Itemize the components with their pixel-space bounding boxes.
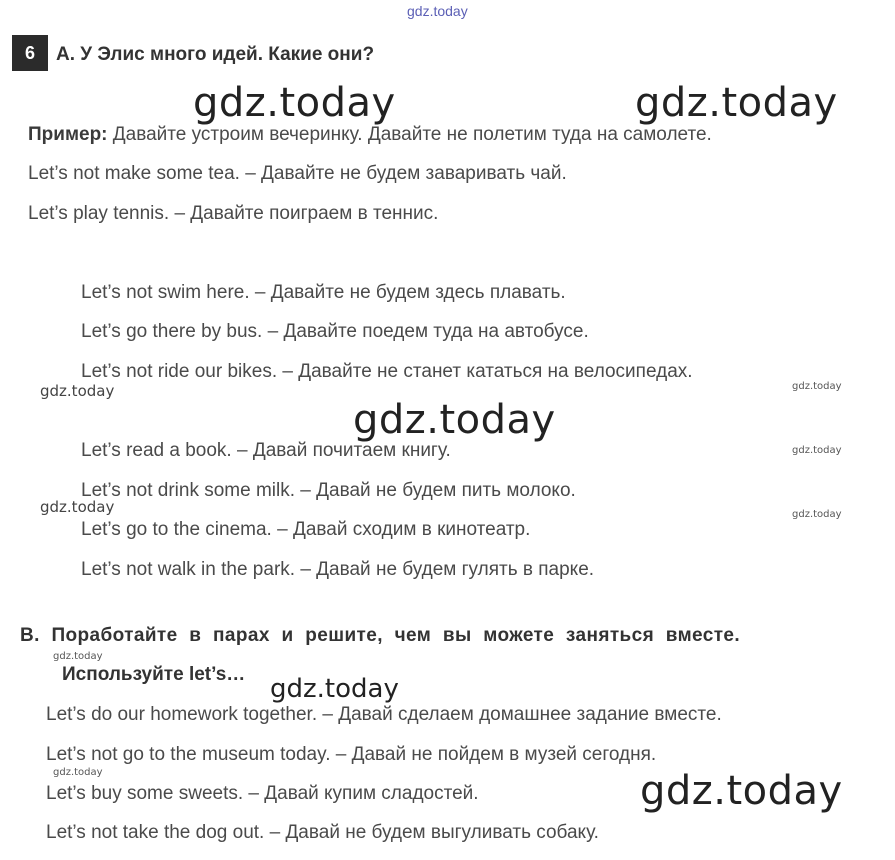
- watermark-small-1: gdz.today: [40, 382, 115, 400]
- watermark-top: gdz.today: [407, 3, 468, 19]
- answer-b-3: Let’s buy some sweets. – Давай купим сладостей.: [46, 783, 479, 804]
- answer-b-4: Let’s not take the dog out. – Давай не будем выгуливать собаку.: [46, 822, 599, 843]
- watermark-big-3: gdz.today: [353, 397, 556, 443]
- example-label: Пример:: [28, 124, 108, 145]
- example-line-2: Let’s play tennis. – Давайте поиграем в теннис.: [28, 203, 439, 224]
- example-line-1: Let’s not make some tea. – Давайте не будем заваривать чай.: [28, 163, 567, 184]
- watermark-big-1: gdz.today: [193, 80, 396, 126]
- answer-a-1: Let’s not swim here. – Давайте не будем здесь плавать.: [81, 282, 566, 303]
- answer-b-2: Let’s not go to the museum today. – Давай не пойдем в музей сегодня.: [46, 744, 657, 765]
- answer-a-7: Let’s not walk in the park. – Давай не будем гулять в парке.: [81, 559, 595, 580]
- watermark-tiny-4: gdz.today: [53, 651, 103, 662]
- watermark-big-2: gdz.today: [635, 80, 838, 126]
- part-b-title: B. Поработайте в парах и решите, чем вы можете заняться вместе.: [20, 625, 741, 646]
- watermark-big-4: gdz.today: [640, 768, 843, 814]
- watermark-tiny-3: gdz.today: [792, 509, 842, 520]
- part-a-title: A. У Элис много идей. Какие они?: [56, 44, 375, 65]
- answer-a-5: Let’s not drink some milk. – Давай не будем пить молоко.: [81, 480, 576, 501]
- example-line: [28, 124, 712, 146]
- part-b-subtitle: Используйте let’s…: [62, 664, 246, 685]
- answer-a-2: Let’s go there by bus. – Давайте поедем туда на автобусе.: [81, 321, 589, 342]
- watermark-tiny-1: gdz.today: [792, 381, 842, 392]
- answer-a-6: Let’s go to the cinema. – Давай сходим в кинотеатр.: [81, 519, 531, 540]
- watermark-tiny-5: gdz.today: [53, 767, 103, 778]
- watermark-mid-1: gdz.today: [270, 674, 399, 704]
- example-text: Давайте устроим вечеринку. Давайте не полетим туда на самолете.: [112, 124, 712, 145]
- watermark-tiny-2: gdz.today: [792, 445, 842, 456]
- answer-b-1: Let’s do our homework together. – Давай сделаем домашнее задание вместе.: [46, 704, 722, 725]
- answer-a-3: Let’s not ride our bikes. – Давайте не станет кататься на велосипедах.: [81, 361, 693, 382]
- watermark-small-2: gdz.today: [40, 498, 115, 516]
- answer-a-4: Let’s read a book. – Давай почитаем книгу.: [81, 440, 451, 461]
- exercise-number-badge: 6: [12, 35, 48, 71]
